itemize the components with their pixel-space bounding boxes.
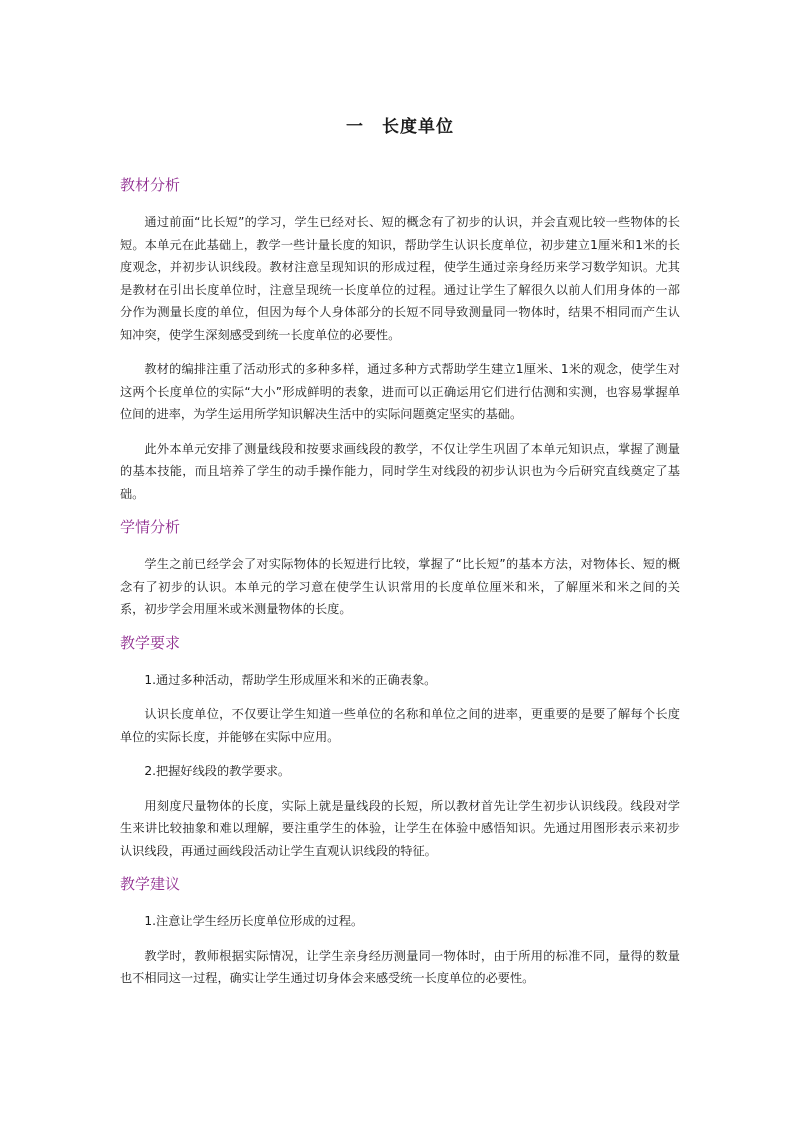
section-teaching-requirements — [120, 633, 680, 863]
paragraph: 认识长度单位，不仅要让学生知道一些单位的名称和单位之间的进率，更重要的是要了解每个长度单位的实际长度，并能够在实际中应用。 — [120, 707, 680, 744]
section-heading: 学情分析 — [120, 518, 181, 536]
paragraph: 用刻度尺量物体的长度，实际上就是量线段的长短，所以教材首先让学生初步认识线段。线段对学生来讲比较抽象和难以理解，要注重学生的体验，让学生在体验中感悟知识。先通过用图形表示来初步认识线段，再通过画线段活动让学生直观认识线段的特征。 — [120, 798, 680, 858]
paragraph: 2.把握好线段的教学要求。 — [144, 764, 291, 778]
paragraph: 1.通过多种活动，帮助学生形成厘米和米的正确表象。 — [144, 672, 437, 687]
paragraph: 通过前面“比长短”的学习，学生已经对长、短的概念有了初步的认识，并会直观比较一些物体的长短。本单元在此基础上，教学一些计量长度的知识，帮助学生认识长度单位，初步建立1厘米和1米的长度观念，并初步认识线段。教材注意呈现知识的形成过程，使学生通过亲身经历来学习数学知识。尤其是教材在引出长度单位时，注意呈现统一长度单位的过程。通过让学生了解很久以前人们用身体的一部分作为测量长度的单位，但因为每个人身体部分的长短不同导致测量同一物体时，结果不相同而产生认知冲突，使学生深刻感受到统一长度单位的必要性。 — [120, 215, 680, 342]
page-title: 一 长度单位 — [346, 117, 454, 137]
section-heading: 教材分析 — [120, 176, 181, 194]
paragraph: 教材的编排注重了活动形式的多种多样，通过多种方式帮助学生建立1厘米、1米的观念，使学生对这两个长度单位的实际“大小”形成鲜明的表象，进而可以正确运用它们进行估测和实测，也容易掌握单位间的进率，为学生运用所学知识解决生活中的实际问题奠定坚实的基础。 — [120, 362, 680, 421]
paragraph: 此外本单元安排了测量线段和按要求画线段的教学，不仅让学生巩固了本单元知识点，掌握了测量的基本技能，而且培养了学生的动手操作能力，同时学生对线段的初步认识也为今后研究直线奠定了基础。 — [120, 441, 680, 501]
section-heading: 教学要求 — [120, 633, 181, 652]
paragraph: 学生之前已经学会了对实际物体的长短进行比较，掌握了“比长短”的基本方法，对物体长、短的概念有了初步的认识。本单元的学习意在使学生认识常用的长度单位厘米和米，了解厘米和米之间的关系，初步学会用厘米或米测量物体的长度。 — [120, 557, 680, 616]
section-student-analysis — [120, 517, 680, 621]
section-teaching-suggestions — [120, 874, 680, 990]
section-textbook-analysis — [120, 175, 680, 505]
paragraph: 教学时，教师根据实际情况，让学生亲身经历测量同一物体时，由于所用的标准不同，量得的数量也不相同这一过程，确实让学生通过切身体会来感受统一长度单位的必要性。 — [120, 948, 680, 985]
paragraph: 1.注意让学生经历长度单位形成的过程。 — [144, 914, 364, 928]
section-heading: 教学建议 — [120, 875, 181, 893]
